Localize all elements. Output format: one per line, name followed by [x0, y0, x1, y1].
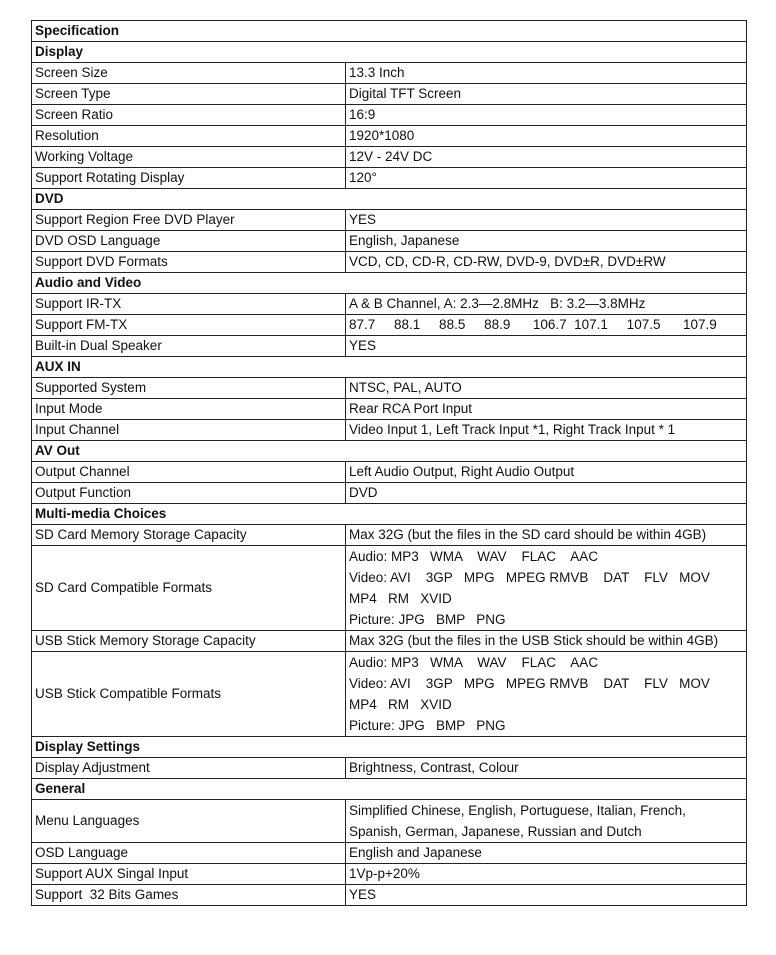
spec-label: Working Voltage — [32, 147, 346, 168]
spec-label: Support IR-TX — [32, 294, 346, 315]
spec-value: NTSC, PAL, AUTO — [346, 378, 747, 399]
spec-label: SD Card Memory Storage Capacity — [32, 525, 346, 546]
table-row — [32, 252, 747, 273]
spec-label: Supported System — [32, 378, 346, 399]
section-header-av-out: AV Out — [32, 441, 747, 462]
table-row — [32, 864, 747, 885]
spec-value: 120° — [346, 168, 747, 189]
language-line: Simplified Chinese, English, Portuguese, Italian, French, — [349, 803, 686, 818]
spec-label: Screen Ratio — [32, 105, 346, 126]
spec-label: SD Card Compatible Formats — [32, 546, 346, 631]
spec-value: 16:9 — [346, 105, 747, 126]
format-line: MP4 RM XVID — [349, 591, 452, 606]
spec-label: Input Channel — [32, 420, 346, 441]
spec-value: 12V - 24V DC — [346, 147, 747, 168]
spec-value: YES — [346, 885, 747, 906]
spec-value: Video Input 1, Left Track Input *1, Right Track Input * 1 — [346, 420, 747, 441]
spec-value: 13.3 Inch — [346, 63, 747, 84]
section-header-aux-in: AUX IN — [32, 357, 747, 378]
spec-label: Menu Languages — [32, 800, 346, 843]
section-header-audio-video: Audio and Video — [32, 273, 747, 294]
spec-value: YES — [346, 210, 747, 231]
spec-label: Screen Type — [32, 84, 346, 105]
table-row — [32, 210, 747, 231]
spec-value: YES — [346, 336, 747, 357]
table-row — [32, 652, 747, 737]
table-row — [32, 399, 747, 420]
specification-table — [31, 20, 747, 906]
table-row — [32, 483, 747, 504]
spec-value: 1Vp-p+20% — [346, 864, 747, 885]
spec-label: Built-in Dual Speaker — [32, 336, 346, 357]
format-line: MP4 RM XVID — [349, 697, 452, 712]
spec-label: Input Mode — [32, 399, 346, 420]
format-line: Picture: JPG BMP PNG — [349, 612, 506, 627]
spec-value: Left Audio Output, Right Audio Output — [346, 462, 747, 483]
table-row — [32, 885, 747, 906]
table-row — [32, 462, 747, 483]
format-line: Picture: JPG BMP PNG — [349, 718, 506, 733]
spec-value: Brightness, Contrast, Colour — [346, 758, 747, 779]
spec-value: Max 32G (but the files in the USB Stick should be within 4GB) — [346, 631, 747, 652]
spec-label: Support AUX Singal Input — [32, 864, 346, 885]
spec-value: 87.7 88.1 88.5 88.9 106.7 107.1 107.5 107.9 — [346, 315, 747, 336]
language-line: Spanish, German, Japanese, Russian and Dutch — [349, 824, 642, 839]
spec-value: English and Japanese — [346, 843, 747, 864]
spec-label: OSD Language — [32, 843, 346, 864]
spec-label: Support 32 Bits Games — [32, 885, 346, 906]
section-header-dvd: DVD — [32, 189, 747, 210]
section-header-multimedia: Multi-media Choices — [32, 504, 747, 525]
spec-value: Rear RCA Port Input — [346, 399, 747, 420]
table-row — [32, 84, 747, 105]
table-row — [32, 378, 747, 399]
table-row — [32, 420, 747, 441]
spec-label: Output Function — [32, 483, 346, 504]
spec-value: 1920*1080 — [346, 126, 747, 147]
table-row — [32, 126, 747, 147]
spec-label: Resolution — [32, 126, 346, 147]
table-row — [32, 294, 747, 315]
table-row — [32, 758, 747, 779]
spec-value — [346, 546, 747, 631]
spec-label: Output Channel — [32, 462, 346, 483]
table-row — [32, 315, 747, 336]
spec-label: Display Adjustment — [32, 758, 346, 779]
spec-label: Support DVD Formats — [32, 252, 346, 273]
section-header-display: Display — [32, 42, 747, 63]
format-line: Audio: MP3 WMA WAV FLAC AAC — [349, 549, 599, 564]
table-row — [32, 63, 747, 84]
spec-label: Support Rotating Display — [32, 168, 346, 189]
spec-value: Digital TFT Screen — [346, 84, 747, 105]
table-row — [32, 631, 747, 652]
table-row — [32, 525, 747, 546]
table-row — [32, 800, 747, 843]
spec-value — [346, 652, 747, 737]
spec-value: DVD — [346, 483, 747, 504]
table-row — [32, 336, 747, 357]
section-header-display-settings: Display Settings — [32, 737, 747, 758]
spec-value: A & B Channel, A: 2.3—2.8MHz B: 3.2—3.8MHz — [346, 294, 747, 315]
section-header-general: General — [32, 779, 747, 800]
table-row — [32, 546, 747, 631]
table-row — [32, 843, 747, 864]
table-row — [32, 147, 747, 168]
spec-value: VCD, CD, CD-R, CD-RW, DVD-9, DVD±R, DVD±RW — [346, 252, 747, 273]
spec-label: USB Stick Compatible Formats — [32, 652, 346, 737]
format-line: Video: AVI 3GP MPG MPEG RMVB DAT FLV MOV — [349, 570, 710, 585]
spec-label: DVD OSD Language — [32, 231, 346, 252]
format-line: Video: AVI 3GP MPG MPEG RMVB DAT FLV MOV — [349, 676, 710, 691]
spec-label: Support FM-TX — [32, 315, 346, 336]
table-row — [32, 231, 747, 252]
format-line: Audio: MP3 WMA WAV FLAC AAC — [349, 655, 599, 670]
spec-label: Screen Size — [32, 63, 346, 84]
spec-value: Max 32G (but the files in the SD card should be within 4GB) — [346, 525, 747, 546]
table-row — [32, 168, 747, 189]
page-title: Specification — [32, 21, 747, 42]
spec-value: English, Japanese — [346, 231, 747, 252]
table-row — [32, 105, 747, 126]
spec-value — [346, 800, 747, 843]
spec-label: Support Region Free DVD Player — [32, 210, 346, 231]
spec-label: USB Stick Memory Storage Capacity — [32, 631, 346, 652]
